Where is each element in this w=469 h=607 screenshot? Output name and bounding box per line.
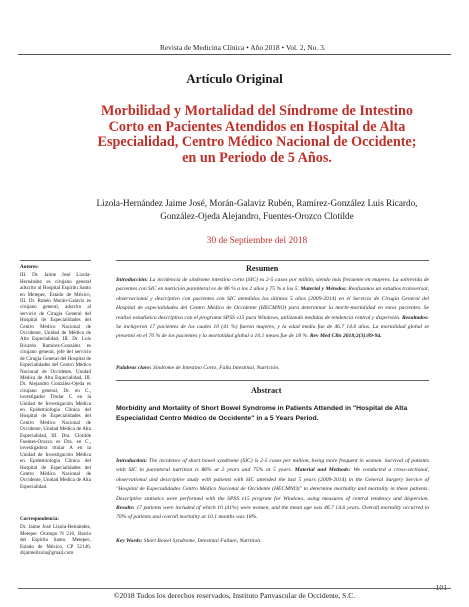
sidebar-authors (20, 264, 91, 490)
resumen-citation: Rev Med Clin 2018;2(3):89-94. (309, 333, 382, 340)
journal-header: Revista de Medicina Clínica • Año 2018 • Vol. 2, No. 3. (160, 44, 326, 52)
abstract-results-label: Results: (116, 505, 135, 512)
abstract-intro-text: The incidence of short bowel syndrome (SIC) is 2-5 cases per million, being more frequent in women. Survival of patients with SIC in parenteral nutrition is 86% at 2 years and 75% at 5 years. (116, 458, 429, 474)
abstract-methods-text: We conducted a cross-sectional, observational and descriptive study with patients with SIC attended the last 5 years (2009-2014) in the General Surgery Service of "Hospital de Especialidades Centro Médico Nacional de Occidente (HECMNO)" to determine morbidity and mortality in these patients. Descriptive statistics were performed with the SPSS v15 program for Windows, using measures of central tendency and dispersion. (116, 467, 429, 502)
section-label: Artículo Original (186, 71, 283, 86)
abstract-intro-label: Introduction: (116, 458, 148, 464)
abstract-top-divider (116, 380, 429, 381)
article-authors: Lizola-Hernández Jaime José, Morán-Galaviz Rubén, Ramírez-González Luis Ricardo, González-Ojeda Alejandro, Fuentes-Orozco Clotilde (96, 198, 418, 221)
resumen-heading: Resumen (246, 264, 279, 273)
sidebar-correspondence (20, 516, 91, 556)
abstract-methods-label: Material and Methods: (294, 467, 351, 474)
abstract-keywords-label: Key Words: (116, 538, 143, 544)
resumen-results-label: Resultados: (401, 314, 429, 321)
page-number: 101 (435, 583, 447, 592)
resumen-top-divider (116, 260, 429, 261)
abstract-heading: Abstract (251, 386, 282, 395)
resumen-results-text: Se incluyeron 17 pacientes de los cuales 10 (41 %) fueron mujeres, y la edad media fue de 46.7 14.6 años. La mortalidad global se presentó en el 70 % de los pacientes y la mortalidad global a 10.1 meses fue de 18 %. (116, 324, 429, 340)
resumen-keywords (116, 365, 429, 371)
footer-divider (18, 588, 451, 589)
header-divider (18, 54, 451, 55)
resumen-methods-text: Realizamos un estudios transversal, observacional y descriptivo con pacientes con SIC atendidos los últimos 5 años (2009-2014) en el Servicio de Cirugía General del Hospital de especialidades del Centro Médico de Occidente (HECMNO) para determinar la morbi-mortalidad en estos pacientes. Se realizó estadística descriptiva con el programa SPSS v15 para Windows, utilizando medidas de tendencia central y dispersión. (116, 286, 429, 321)
sidebar-top-divider (20, 260, 91, 261)
sidebar-authors-text: III. Dr. Jaime José Lizola-Hernández es cirujano general adscrito al Hospital Espíritu Santo en Metepec, Estado de México, III. Dr. Rubén Morán-Galaviz es cirujano general, adscrito al servicio de Cirugía General del Hospital de Especialidades del Centro Médico Nacional de Occidente, Unidad de Médica de Alta Especialidad, III. Dr. Luis Ricardo Ramírez-González es cirujano general, jefe del servicio de Cirugía General del Hospital de Especialidades del Centro Médico Nacional de Occidente, Unidad Médica de Alta Especialidad, III. Dr. Alejandro González-Ojeda es cirujano general, Dr. en C., investigador Titular C en la Unidad de Investigación Médica en Epidemiología Clínica del Hospital de Especialidades del Centro Médico Nacional de Occidente, Unidad Médica de Alta Especialidad, III. Dra. Clotilde Fuentes-Orozco es Dra. en C., investigadora titular A en la Unidad de Investigación Médica en Epidemiología Clínica del Hospital de Especialidades del Centro Médico Nacional de Occidente, Unidad Médica de Alta Especialidad. (20, 272, 91, 490)
abstract-keywords-text: Short Bowel Syndrome, Intestinal Failure, Nutrition. (142, 538, 262, 544)
sidebar-correspondence-heading: Correspondencia: (20, 516, 59, 522)
resumen-methods-label: Material y Métodos: (300, 286, 347, 293)
abstract-title: Morbidity and Mortality of Short Bowel Syndrome in Patients Attended in "Hospital de Alta Especialidad Centro Médico de Occidente" in a 5 Years Period. (116, 405, 408, 422)
resumen-intro-label: Introducción: (116, 277, 149, 283)
resumen-keywords-label: Palabras clave: (116, 365, 152, 371)
abstract-keywords (116, 538, 429, 544)
resumen-keywords-text: Síndrome de Intestino Corto, Falla Intestinal, Nutrición. (151, 365, 280, 371)
article-title: Morbilidad y Mortalidad del Síndrome de Intestino Corto en Pacientes Atendidos en Hospital de Alta Especialidad, Centro Médico Nacional de Occidente; en un Periodo de 5 Años. (97, 103, 417, 166)
sidebar-authors-heading: Autores: (20, 264, 39, 270)
publication-date: 30 de Septiembre del 2018 (206, 236, 308, 246)
resumen-body (116, 276, 429, 342)
resumen-intro-text: La incidencia de síndrome intestino corto (SIC) es 2-5 casos por millón, siendo más frecuente en mujeres. La sobrevida de pacientes con SIC en nutrición parenteral es de 86 % a los 2 años y 75 % a los 5. (116, 277, 429, 293)
abstract-results-text: 17 patients were included of which 10 (41%) were women, and the mean age was 46.7 14.6 years. Overall mortality occurred in 70% of patients and overall mortality at 10.1 months was 18%. (116, 505, 429, 521)
abstract-body (116, 457, 429, 523)
sidebar-correspondence-text: Dr. Jaime José Lizola-Hernández, Metepec Ocampo N 216, Barrio del Espíritu Santo, Metepec, Estado de México, CP 52140, drjaimelizola@gmail.com (20, 524, 91, 557)
footer-copyright: ©2018 Todos los derechos reservados, Instituto Panvascular de Occidente, S.C. (113, 591, 356, 600)
